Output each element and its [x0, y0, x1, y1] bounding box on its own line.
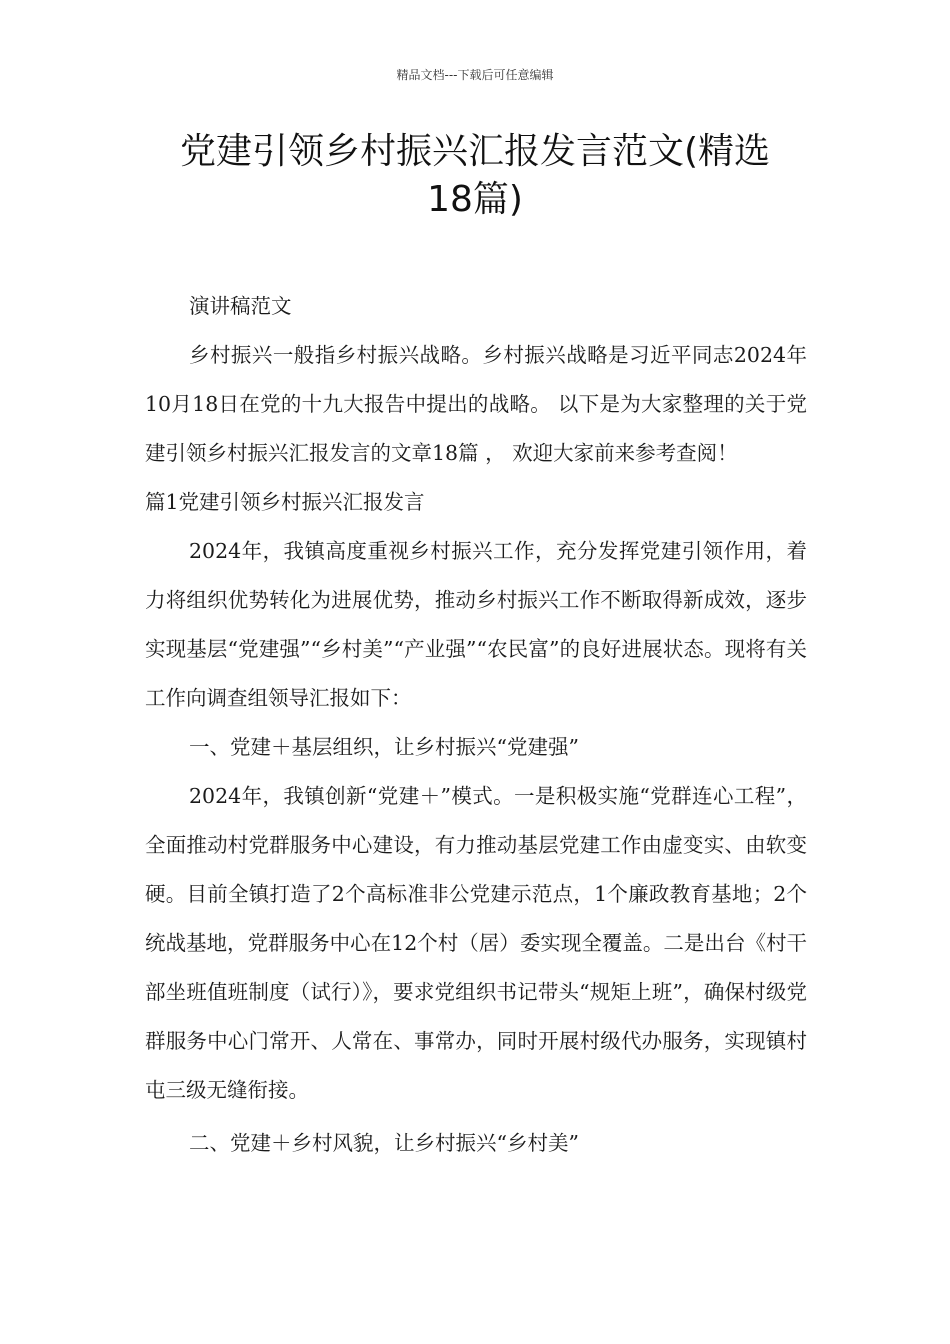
intro-paragraph: 乡村振兴一般指乡村振兴战略。乡村振兴战略是习近平同志2024年10月18日在党的十九大报告中提出的战略。 以下是为大家整理的关于党建引领乡村振兴汇报发言的文章18篇 ， 欢迎大家前来参考查阅！: [145, 343, 807, 465]
section-heading: 二、党建＋乡村风貌，让乡村振兴“乡村美”: [189, 1131, 579, 1155]
chapter-heading: 篇1党建引领乡村振兴汇报发言: [145, 490, 425, 514]
title-line-2: 18篇): [427, 179, 523, 220]
body-paragraph: 2024年，我镇高度重视乡村振兴工作，充分发挥党建引领作用，着力将组织优势转化为进展优势，推动乡村振兴工作不断取得新成效，逐步实现基层“党建强”“乡村美”“产业强”“农民富”的良好进展状态。现将有关工作向调查组领导汇报如下：: [145, 539, 807, 710]
header-note: 精品文档---下载后可任意编辑: [396, 68, 554, 82]
document-title: [145, 128, 805, 224]
document-body: [145, 282, 807, 1168]
title-line-1: 党建引领乡村振兴汇报发言范文(精选: [179, 131, 771, 172]
body-paragraph: 2024年，我镇创新“党建＋”模式。一是积极实施“党群连心工程”，全面推动村党群服务中心建设，有力推动基层党建工作由虚变实、由软变硬。目前全镇打造了2个高标准非公党建示范点，1个廉政教育基地；2个统战基地，党群服务中心在12个村（居）委实现全覆盖。二是出台《村干部坐班值班制度（试行）》，要求党组织书记带头“规矩上班”，确保村级党群服务中心门常开、人常在、事常办，同时开展村级代办服务，实现镇村屯三级无缝衔接。: [145, 784, 807, 1102]
genre-label: 演讲稿范文: [189, 294, 292, 318]
section-heading: 一、党建＋基层组织，让乡村振兴“党建强”: [189, 735, 579, 759]
